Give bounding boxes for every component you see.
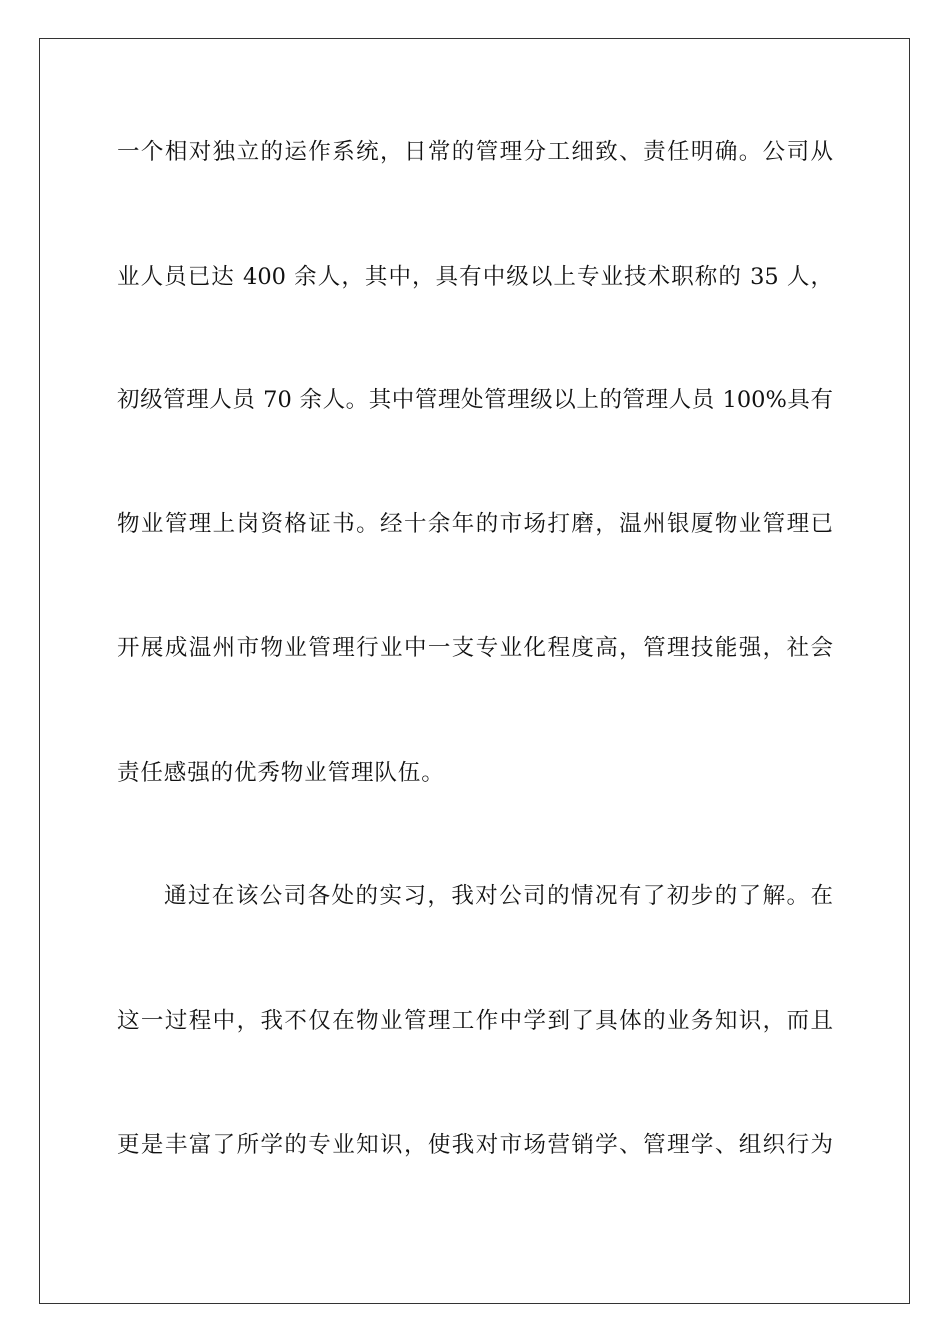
paragraph-line: 更是丰富了所学的专业知识，使我对市场营销学、管理学、组织行为	[117, 1132, 833, 1158]
paragraph-line: 初级管理人员 70 余人。其中管理处管理级以上的管理人员 100%具有	[117, 387, 833, 413]
paragraph-line: 责任感强的优秀物业管理队伍。	[117, 760, 445, 786]
paragraph-line: 通过在该公司各处的实习，我对公司的情况有了初步的了解。在	[164, 883, 833, 909]
paragraph-line: 这一过程中，我不仅在物业管理工作中学到了具体的业务知识，而且	[117, 1008, 833, 1034]
paragraph-line: 一个相对独立的运作系统，日常的管理分工细致、责任明确。公司从	[117, 139, 833, 165]
paragraph-line: 开展成温州市物业管理行业中一支专业化程度高，管理技能强，社会	[117, 635, 833, 661]
paragraph-line: 物业管理上岗资格证书。经十余年的市场打磨，温州银厦物业管理已	[117, 511, 833, 537]
page-border	[39, 38, 910, 1304]
paragraph-line: 业人员已达 400 余人，其中，具有中级以上专业技术职称的 35 人，	[117, 264, 833, 290]
